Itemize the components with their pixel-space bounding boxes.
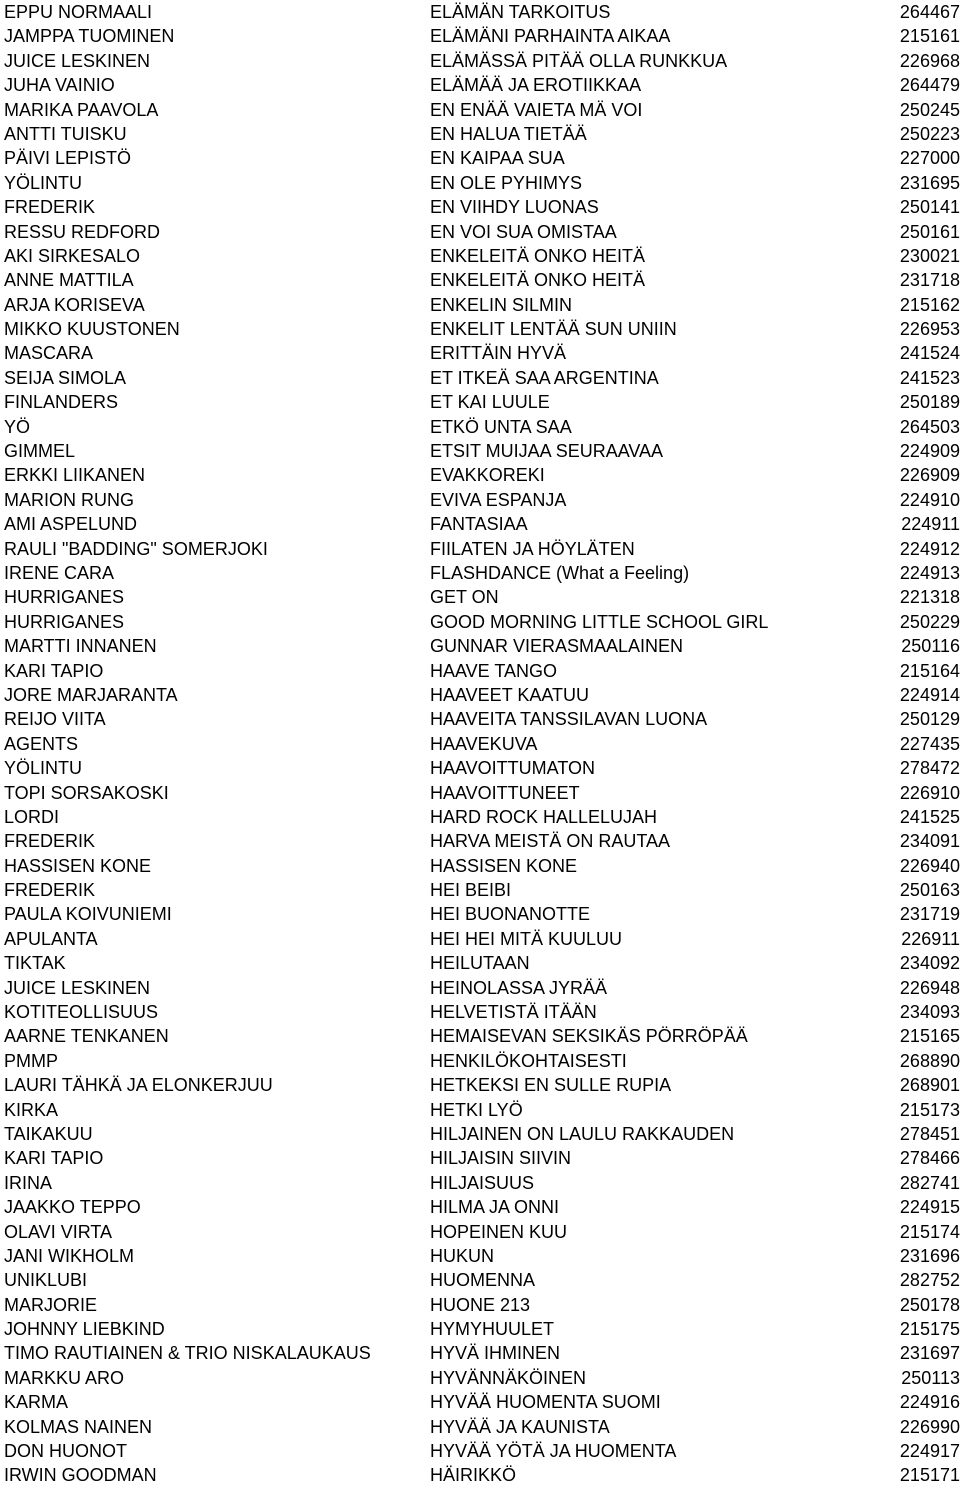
song-code: 241525 <box>899 806 960 827</box>
artist-name: FINLANDERS <box>4 392 119 413</box>
song-title: ET KAI LUULE <box>430 392 550 413</box>
artist-name: PAULA KOIVUNIEMI <box>4 904 172 925</box>
artist-name: JAMPPA TUOMINEN <box>4 26 175 47</box>
artist-name: AKI SIRKESALO <box>4 245 141 266</box>
song-code: 250129 <box>899 709 960 730</box>
song-code: 221318 <box>899 587 960 608</box>
song-code: 231696 <box>899 1245 960 1266</box>
song-code: 231719 <box>899 904 960 925</box>
song-code: 226990 <box>899 1416 960 1437</box>
song-code: 250189 <box>899 392 960 413</box>
song-code: 282741 <box>899 1172 960 1193</box>
song-row <box>0 98 960 122</box>
artist-name: HASSISEN KONE <box>4 855 152 876</box>
artist-name: IRENE CARA <box>4 562 115 583</box>
song-title: ENKELEITÄ ONKO HEITÄ <box>430 245 646 266</box>
artist-name: JUHA VAINIO <box>4 75 115 96</box>
artist-name: JORE MARJARANTA <box>4 684 178 705</box>
artist-name: LAURI TÄHKÄ JA ELONKERJUU <box>4 1075 273 1096</box>
artist-name: LORDI <box>4 806 60 827</box>
song-title: HAAVOITTUNEET <box>430 782 580 803</box>
artist-name: AMI ASPELUND <box>4 514 138 535</box>
song-code: 278472 <box>899 758 960 779</box>
song-row <box>0 1171 960 1195</box>
song-title: HYVÄNNÄKÖINEN <box>430 1367 587 1388</box>
song-code: 230021 <box>899 245 960 266</box>
song-row <box>0 195 960 219</box>
song-row <box>0 49 960 73</box>
song-row <box>0 171 960 195</box>
song-title: EN KAIPAA SUA <box>430 148 565 169</box>
song-code: 231697 <box>899 1343 960 1364</box>
song-code: 224916 <box>899 1392 960 1413</box>
song-row <box>0 854 960 878</box>
song-code: 226948 <box>899 977 960 998</box>
song-row <box>0 1024 960 1048</box>
song-row <box>0 24 960 48</box>
song-title: HUOMENNA <box>430 1270 536 1291</box>
song-title: EN VIIHDY LUONAS <box>430 197 599 218</box>
song-title: ELÄMÄN TARKOITUS <box>430 2 611 22</box>
artist-name: RAULI "BADDING" SOMERJOKI <box>4 538 268 559</box>
song-row <box>0 829 960 853</box>
artist-name: HURRIGANES <box>4 587 125 608</box>
artist-name: ARJA KORISEVA <box>4 294 145 315</box>
song-title: HAAVEITA TANSSILAVAN LUONA <box>430 709 708 730</box>
song-title: HELVETISTÄ ITÄÄN <box>430 1002 597 1023</box>
artist-name: GIMMEL <box>4 441 76 462</box>
song-row <box>0 317 960 341</box>
song-row <box>0 73 960 97</box>
artist-name: MARION RUNG <box>4 489 134 510</box>
artist-name: KARI TAPIO <box>4 1148 104 1169</box>
song-title: HOPEINEN KUU <box>430 1221 568 1242</box>
song-title: HILJAINEN ON LAULU RAKKAUDEN <box>430 1123 735 1144</box>
song-row <box>0 902 960 926</box>
artist-name: AARNE TENKANEN <box>4 1026 169 1047</box>
artist-name: IRWIN GOODMAN <box>4 1465 157 1486</box>
song-row <box>0 610 960 634</box>
artist-name: TIKTAK <box>4 953 66 974</box>
artist-name: JOHNNY LIEBKIND <box>4 1319 165 1340</box>
song-row <box>0 1146 960 1170</box>
song-title: EN ENÄÄ VAIETA MÄ VOI <box>430 99 643 120</box>
song-title: HETKEKSI EN SULLE RUPIA <box>430 1075 672 1096</box>
song-title: HYVÄÄ YÖTÄ JA HUOMENTA <box>430 1441 677 1462</box>
song-code: 250163 <box>899 880 960 901</box>
song-code: 226909 <box>899 465 960 486</box>
song-row <box>0 707 960 731</box>
song-title: HAAVOITTUMATON <box>430 758 596 779</box>
song-code: 224910 <box>899 489 960 510</box>
song-code: 215175 <box>899 1319 960 1340</box>
artist-name: APULANTA <box>4 928 98 949</box>
artist-name: MARTTI INNANEN <box>4 636 157 657</box>
song-title: HUKUN <box>430 1245 495 1266</box>
song-title: EN OLE PYHIMYS <box>430 172 583 193</box>
artist-name: EPPU NORMAALI <box>4 2 153 22</box>
song-title: GOOD MORNING LITTLE SCHOOL GIRL <box>430 611 769 632</box>
artist-name: KOTITEOLLISUUS <box>4 1002 159 1023</box>
song-title: EVAKKOREKI <box>430 465 545 486</box>
song-title: ERITTÄIN HYVÄ <box>430 343 567 364</box>
song-row <box>0 585 960 609</box>
song-code: 250116 <box>901 636 960 657</box>
song-title: HEI BUONANOTTE <box>430 904 591 925</box>
song-code: 250223 <box>899 123 960 144</box>
song-title: HEINOLASSA JYRÄÄ <box>430 977 608 998</box>
song-row <box>0 951 960 975</box>
song-title: HUONE 213 <box>430 1294 531 1315</box>
song-title: ELÄMÄSSÄ PITÄÄ OLLA RUNKKUA <box>430 50 728 71</box>
song-code: 226910 <box>899 782 960 803</box>
song-row <box>0 439 960 463</box>
song-title: FANTASIAA <box>430 514 528 535</box>
artist-name: REIJO VIITA <box>4 709 106 730</box>
artist-name: AGENTS <box>4 733 79 754</box>
artist-name: YÖLINTU <box>4 172 83 193</box>
song-code: 227435 <box>899 733 960 754</box>
song-code: 215161 <box>899 26 960 47</box>
song-title: HILMA JA ONNI <box>430 1197 560 1218</box>
artist-name: YÖ <box>4 416 31 437</box>
song-title: HAAVEET KAATUU <box>430 684 590 705</box>
song-title: FIILATEN JA HÖYLÄTEN <box>430 538 635 559</box>
song-code: 226940 <box>899 855 960 876</box>
artist-name: PMMP <box>4 1050 58 1071</box>
song-code: 278466 <box>899 1148 960 1169</box>
song-title: HYVÄ IHMINEN <box>430 1343 561 1364</box>
song-title: HAAVEKUVA <box>430 733 538 754</box>
song-code: 250113 <box>901 1367 960 1388</box>
artist-name: YÖLINTU <box>4 758 83 779</box>
song-title: HILJAISUUS <box>430 1172 535 1193</box>
song-title: FLASHDANCE (What a Feeling) <box>430 562 690 583</box>
artist-name: FREDERIK <box>4 880 96 901</box>
song-row <box>0 1220 960 1244</box>
song-code: 224911 <box>901 514 960 535</box>
song-row <box>0 1244 960 1268</box>
artist-name: JAAKKO TEPPO <box>4 1197 141 1218</box>
song-title: ENKELIT LENTÄÄ SUN UNIIN <box>430 319 677 340</box>
song-row <box>0 732 960 756</box>
song-row <box>0 1463 960 1487</box>
artist-name: KARMA <box>4 1392 69 1413</box>
artist-name: FREDERIK <box>4 831 96 852</box>
song-row <box>0 220 960 244</box>
artist-name: SEIJA SIMOLA <box>4 367 127 388</box>
song-row <box>0 976 960 1000</box>
song-code: 250161 <box>899 221 960 242</box>
song-code: 250141 <box>899 197 960 218</box>
song-row <box>0 1098 960 1122</box>
artist-name: RESSU REDFORD <box>4 221 161 242</box>
song-title: HENKILÖKOHTAISESTI <box>430 1050 627 1071</box>
song-row <box>0 1390 960 1414</box>
song-title: HYVÄÄ JA KAUNISTA <box>430 1416 610 1437</box>
song-row <box>0 1195 960 1219</box>
song-code: 215174 <box>899 1221 960 1242</box>
song-code: 215171 <box>899 1465 960 1486</box>
song-title: EN VOI SUA OMISTAA <box>430 221 617 242</box>
song-row <box>0 659 960 683</box>
song-code: 268890 <box>899 1050 960 1071</box>
song-row <box>0 390 960 414</box>
song-title: ETSIT MUIJAA SEURAAVAA <box>430 441 664 462</box>
song-code: 215165 <box>899 1026 960 1047</box>
song-code: 224912 <box>899 538 960 559</box>
song-code: 231718 <box>899 270 960 291</box>
song-code: 226911 <box>901 928 960 949</box>
artist-name: OLAVI VIRTA <box>4 1221 113 1242</box>
artist-name: JUICE LESKINEN <box>4 50 151 71</box>
song-code: 234093 <box>899 1002 960 1023</box>
song-title: HEILUTAAN <box>430 953 530 974</box>
artist-name: MARJORIE <box>4 1294 98 1315</box>
song-title: HÄIRIKKÖ <box>430 1465 517 1486</box>
song-row <box>0 683 960 707</box>
song-title: GET ON <box>430 587 499 608</box>
song-title: HARVA MEISTÄ ON RAUTAA <box>430 831 671 852</box>
song-code: 227000 <box>899 148 960 169</box>
song-code: 250178 <box>899 1294 960 1315</box>
artist-name: KOLMAS NAINEN <box>4 1416 153 1437</box>
artist-name: DON HUONOT <box>4 1441 127 1462</box>
artist-name: IRINA <box>4 1172 53 1193</box>
song-row <box>0 1000 960 1024</box>
song-code: 268901 <box>899 1075 960 1096</box>
artist-name: ANTTI TUISKU <box>4 123 127 144</box>
song-code: 250245 <box>899 99 960 120</box>
song-row <box>0 561 960 585</box>
artist-name: KARI TAPIO <box>4 660 104 681</box>
song-code: 241523 <box>899 367 960 388</box>
artist-name: JUICE LESKINEN <box>4 977 151 998</box>
song-row <box>0 122 960 146</box>
song-row <box>0 415 960 439</box>
artist-name: TAIKAKUU <box>4 1123 93 1144</box>
song-row <box>0 1317 960 1341</box>
song-row <box>0 341 960 365</box>
song-row <box>0 268 960 292</box>
song-title: HEMAISEVAN SEKSIKÄS PÖRRÖPÄÄ <box>430 1026 748 1047</box>
song-code: 224915 <box>899 1197 960 1218</box>
song-row <box>0 1293 960 1317</box>
song-title: ELÄMÄNI PARHAINTA AIKAA <box>430 26 671 47</box>
song-title: ET ITKEÄ SAA ARGENTINA <box>430 367 659 388</box>
song-title: HASSISEN KONE <box>430 855 578 876</box>
song-code: 224917 <box>899 1441 960 1462</box>
song-row <box>0 756 960 780</box>
song-row <box>0 366 960 390</box>
song-title: HETKI LYÖ <box>430 1099 523 1120</box>
song-row <box>0 1341 960 1365</box>
artist-name: TOPI SORSAKOSKI <box>4 782 169 803</box>
artist-name: MIKKO KUUSTONEN <box>4 319 180 340</box>
song-row <box>0 488 960 512</box>
song-code: 226968 <box>899 50 960 71</box>
song-title: ENKELIN SILMIN <box>430 294 573 315</box>
song-code: 215162 <box>899 294 960 315</box>
song-row <box>0 1268 960 1292</box>
artist-name: MASCARA <box>4 343 94 364</box>
artist-name: TIMO RAUTIAINEN & TRIO NISKALAUKAUS <box>4 1343 371 1364</box>
song-row <box>0 1122 960 1146</box>
song-title: EVIVA ESPANJA <box>430 489 567 510</box>
song-row <box>0 805 960 829</box>
song-title: HYMYHUULET <box>430 1319 555 1340</box>
song-code: 264467 <box>899 2 960 22</box>
song-row <box>0 463 960 487</box>
song-row <box>0 293 960 317</box>
song-title: HAAVE TANGO <box>430 660 558 681</box>
song-row <box>0 244 960 268</box>
song-code: 234091 <box>899 831 960 852</box>
song-title: GUNNAR VIERASMAALAINEN <box>430 636 684 657</box>
artist-name: ERKKI LIIKANEN <box>4 465 146 486</box>
song-row <box>0 146 960 170</box>
song-title: HYVÄÄ HUOMENTA SUOMI <box>430 1392 661 1413</box>
song-row <box>0 512 960 536</box>
song-code: 241524 <box>899 343 960 364</box>
song-title: HARD ROCK HALLELUJAH <box>430 806 658 827</box>
song-title: ENKELEITÄ ONKO HEITÄ <box>430 270 646 291</box>
song-row <box>0 0 960 24</box>
song-row <box>0 1049 960 1073</box>
artist-name: UNIKLUBI <box>4 1270 88 1291</box>
song-title: EN HALUA TIETÄÄ <box>430 123 587 144</box>
artist-name: JANI WIKHOLM <box>4 1245 135 1266</box>
song-row <box>0 1415 960 1439</box>
artist-name: PÄIVI LEPISTÖ <box>4 148 132 169</box>
song-row <box>0 1366 960 1390</box>
artist-name: ANNE MATTILA <box>4 270 134 291</box>
song-code: 215164 <box>899 660 960 681</box>
song-title: HEI BEIBI <box>430 880 512 901</box>
song-row <box>0 1073 960 1097</box>
song-code: 231695 <box>899 172 960 193</box>
artist-name: KIRKA <box>4 1099 59 1120</box>
song-code: 264479 <box>899 75 960 96</box>
song-row <box>0 927 960 951</box>
song-row <box>0 781 960 805</box>
song-code: 226953 <box>899 319 960 340</box>
artist-name: MARKKU ARO <box>4 1367 125 1388</box>
song-code: 278451 <box>899 1123 960 1144</box>
song-code: 224909 <box>899 441 960 462</box>
song-code: 215173 <box>899 1099 960 1120</box>
artist-name: FREDERIK <box>4 197 96 218</box>
song-title: HEI HEI MITÄ KUULUU <box>430 928 623 949</box>
artist-name: HURRIGANES <box>4 611 125 632</box>
song-code: 224913 <box>899 562 960 583</box>
song-row <box>0 1439 960 1463</box>
artist-name: MARIKA PAAVOLA <box>4 99 159 120</box>
song-code: 250229 <box>899 611 960 632</box>
song-row <box>0 878 960 902</box>
song-title: ELÄMÄÄ JA EROTIIKKAA <box>430 75 642 96</box>
song-code: 224914 <box>899 684 960 705</box>
song-row <box>0 634 960 658</box>
song-title: ETKÖ UNTA SAA <box>430 416 572 437</box>
song-title: HILJAISIN SIIVIN <box>430 1148 572 1169</box>
song-code: 234092 <box>899 953 960 974</box>
song-code: 282752 <box>899 1270 960 1291</box>
song-row <box>0 537 960 561</box>
song-code: 264503 <box>899 416 960 437</box>
